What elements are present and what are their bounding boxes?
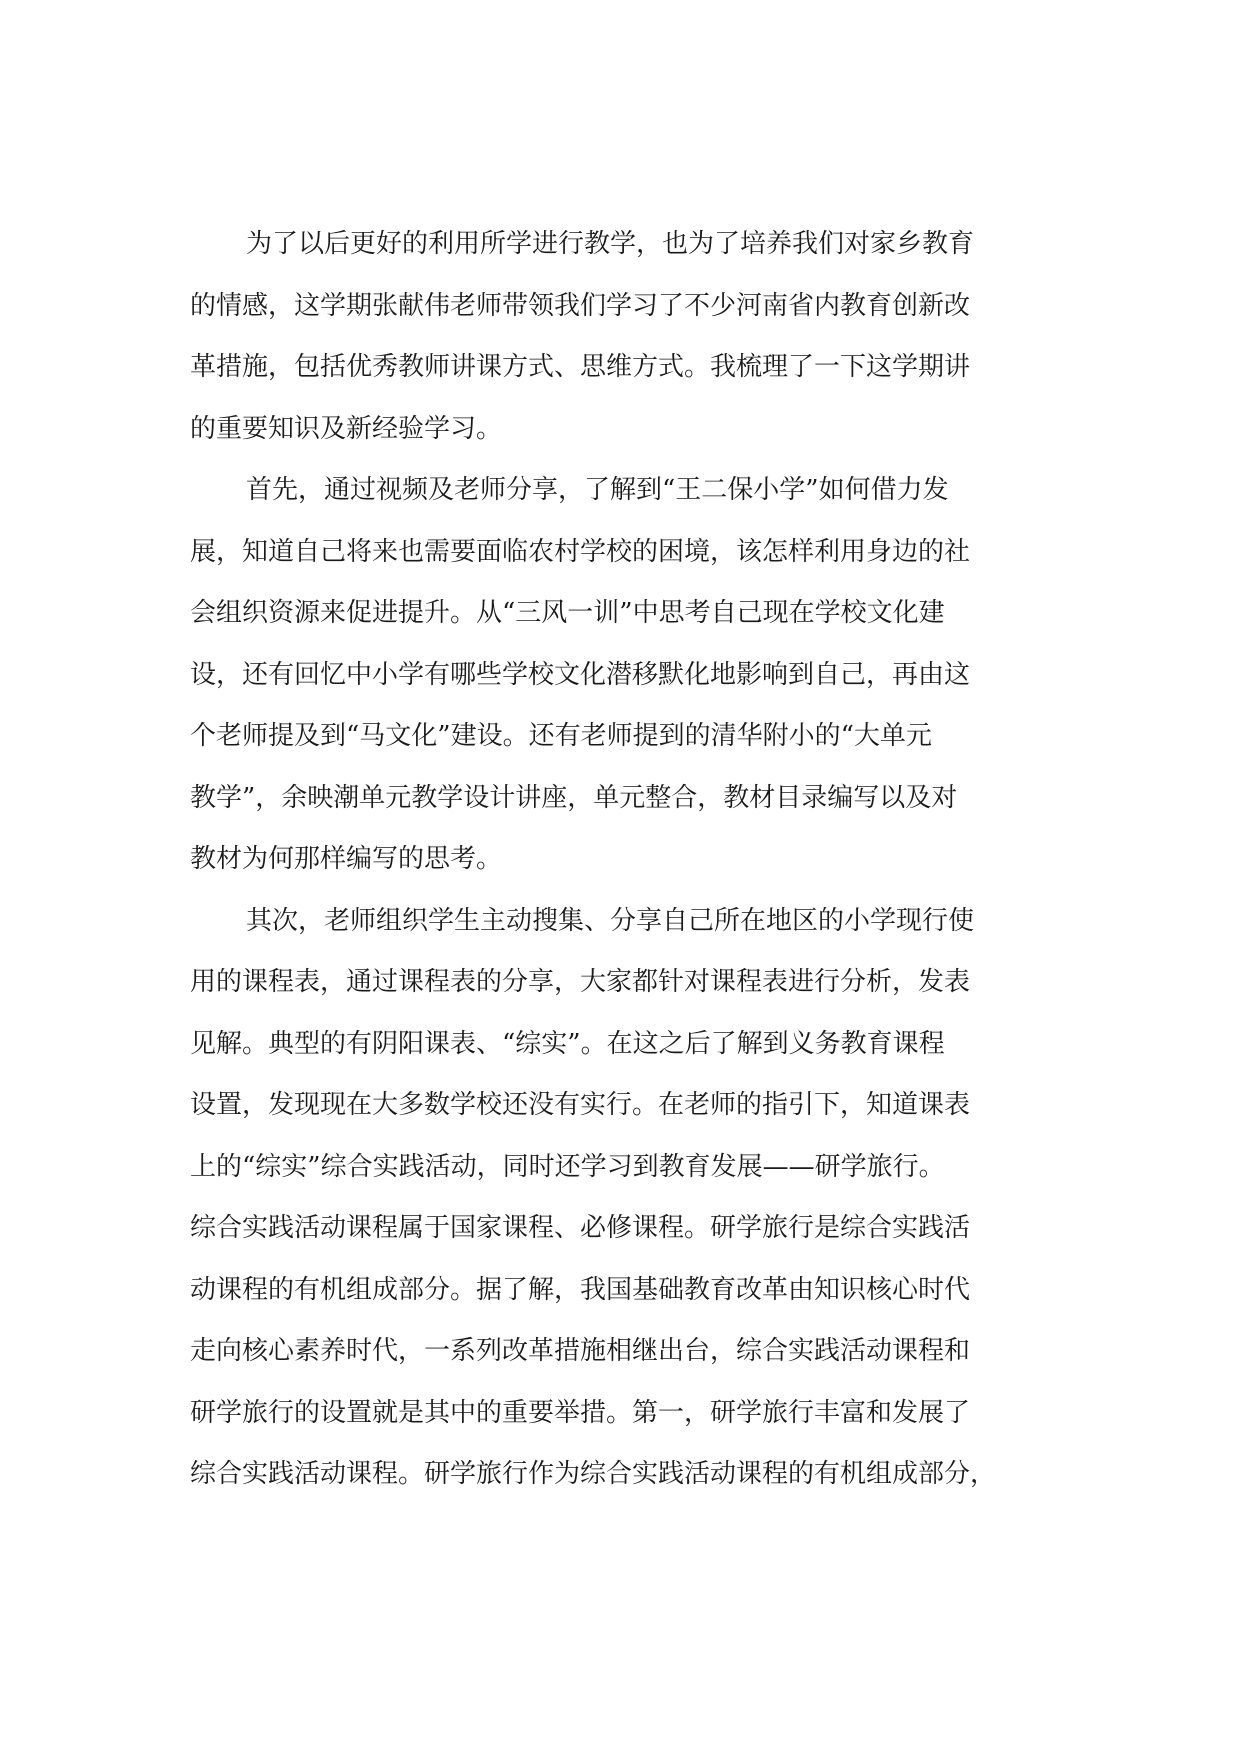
text-line: 教学”，余映潮单元教学设计讲座，单元整合，教材目录编写以及对 xyxy=(190,782,958,813)
text-line: 动课程的有机组成部分。据了解，我国基础教育改革由知识核心时代 xyxy=(190,1274,971,1305)
paragraph-3 xyxy=(190,903,1070,1518)
text-line: 首先，通过视频及老师分享，了解到“王二保小学”如何借力发 xyxy=(246,475,949,505)
text-line: 个老师提及到“马文化”建设。还有老师提到的清华附小的“大单元 xyxy=(190,721,932,751)
text-line: 上的“综实”综合实践活动，同时还学习到教育发展——研学旅行。 xyxy=(190,1151,945,1182)
text-line: 会组织资源来促进提升。从“三风一训”中思考自己现在学校文化建 xyxy=(190,598,945,628)
text-line: 的重要知识及新经验学习。 xyxy=(190,413,503,444)
text-line: 研学旅行的设置就是其中的重要举措。第一，研学旅行丰富和发展了 xyxy=(190,1397,971,1428)
text-line: 走向核心素养时代，一系列改革措施相继出台，综合实践活动课程和 xyxy=(190,1336,971,1366)
paragraph-1 xyxy=(190,226,1070,472)
text-line: 其次，老师组织学生主动搜集、分享自己所在地区的小学现行使 xyxy=(246,905,975,936)
text-line: 用的课程表，通过课程表的分享，大家都针对课程表进行分析，发表 xyxy=(190,967,971,997)
document-body xyxy=(190,226,1070,1518)
paragraph-2 xyxy=(190,472,1070,903)
text-line: 综合实践活动课程属于国家课程、必修课程。研学旅行是综合实践活 xyxy=(190,1213,971,1243)
text-line: 革措施，包括优秀教师讲课方式、思维方式。我梳理了一下这学期讲 xyxy=(190,352,971,382)
text-line: 设置，发现现在大多数学校还没有实行。在老师的指引下，知道课表 xyxy=(190,1090,971,1120)
text-line: 为了以后更好的利用所学进行教学，也为了培养我们对家乡教育 xyxy=(246,229,975,259)
text-line: 综合实践活动课程。研学旅行作为综合实践活动课程的有机组成部分， xyxy=(190,1459,997,1489)
text-line: 展，知道自己将来也需要面临农村学校的困境，该怎样利用身边的社 xyxy=(190,536,971,567)
text-line: 的情感，这学期张献伟老师带领我们学习了不少河南省内教育创新改 xyxy=(190,290,971,321)
text-line: 教材为何那样编写的思考。 xyxy=(190,844,503,874)
text-line: 设，还有回忆中小学有哪些学校文化潜移默化地影响到自己，再由这 xyxy=(190,659,971,690)
text-line: 见解。典型的有阴阳课表、“综实”。在这之后了解到义务教育课程 xyxy=(190,1028,945,1059)
